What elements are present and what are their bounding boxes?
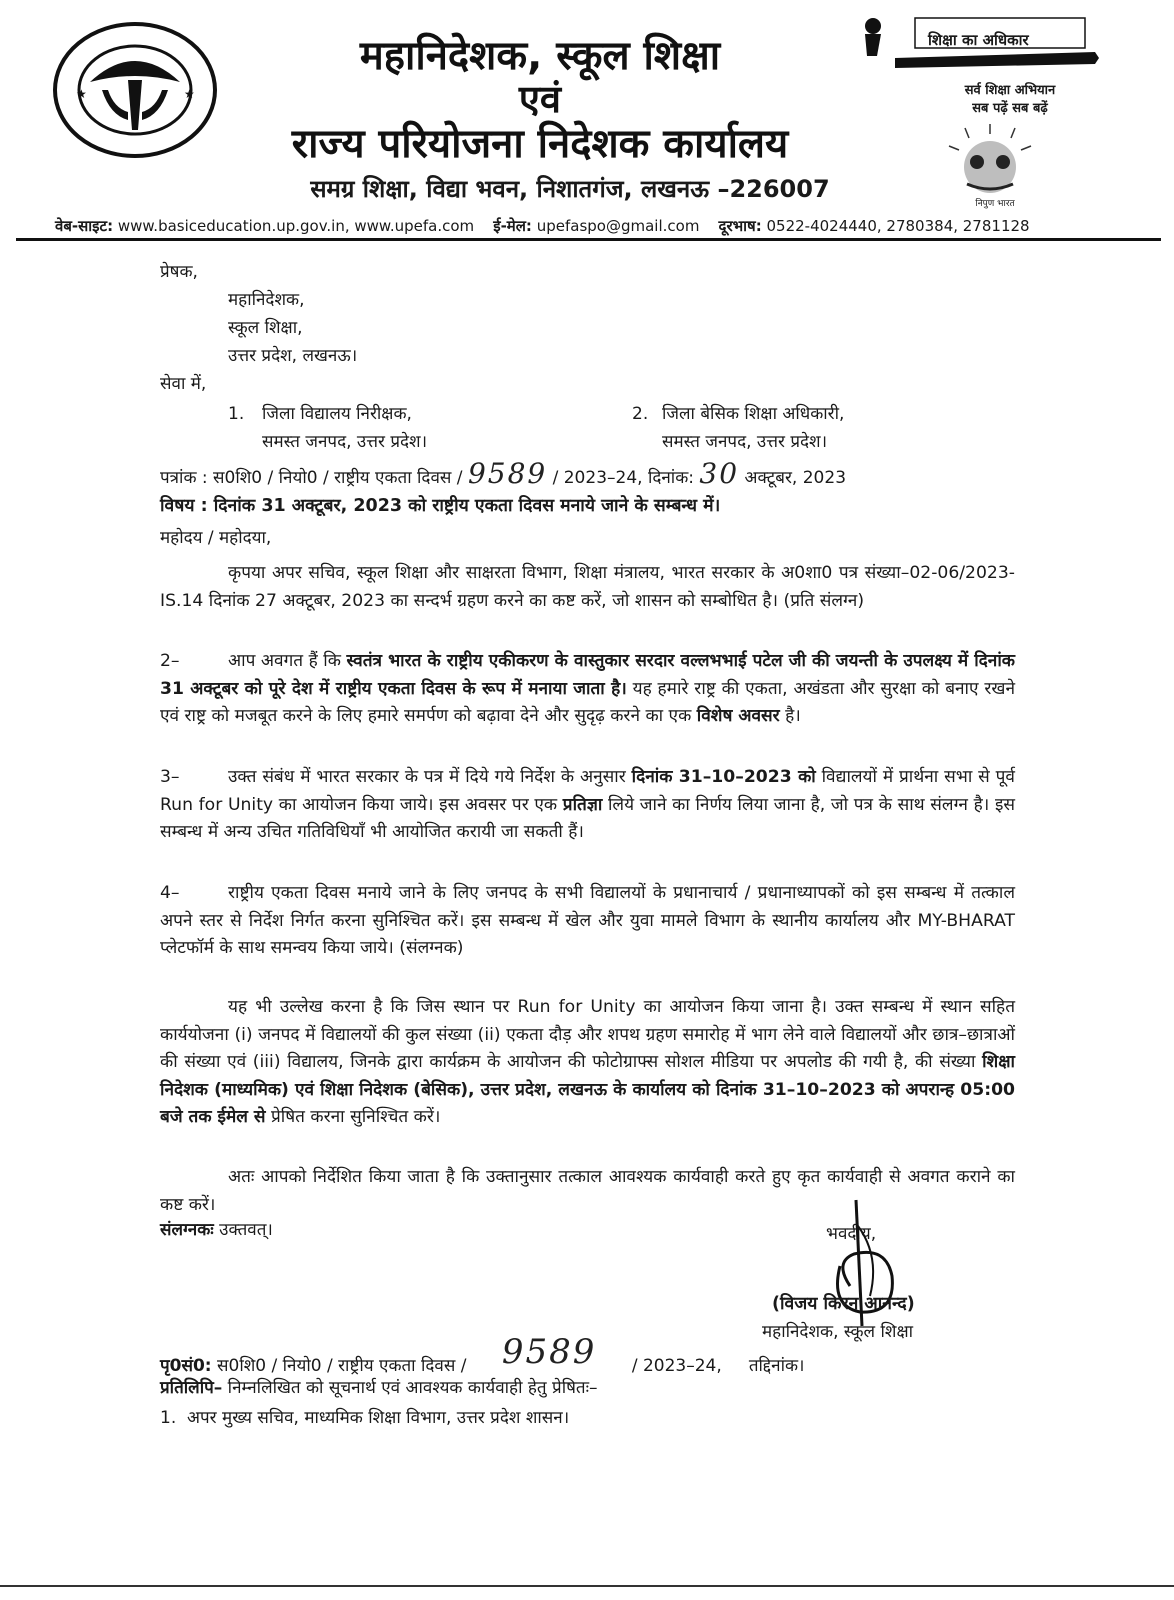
sender-label: प्रेषक, [160,262,198,282]
reference-handwritten-day: 30 [699,457,740,490]
endorsement-suffix: / 2023–24, [631,1356,722,1376]
salutation: महोदय / महोदया, [160,528,272,548]
paragraph-2-number: 2– [160,651,180,671]
sender-line2: स्कूल शिक्षा, [228,318,303,338]
website-value: www.basiceducation.up.gov.in, www.upefa.com [117,217,475,235]
paragraph-2-text-b: यह हमारे राष्ट्र की एकता, अखंडता और सुरक्षा को बनाए रखने एवं राष्ट्र को मजबूत करने के लिए हमारे समर्पण को बढ़ावा देने और सुदृढ़ करने का एक [160,678,1015,726]
enclosure-line [160,1216,273,1244]
enclosure-value: उक्तवत्। [219,1220,273,1240]
recipient-label: सेवा में, [160,374,207,394]
header-title-line3: राज्य परियोजना निदेशक कार्यालय [291,121,789,167]
subject-line: विषय : दिनांक 31 अक्टूबर, 2023 को राष्ट्रीय एकता दिवस मनाये जाने के सम्बन्ध में। [160,496,721,516]
signatory-designation: महानिदेशक, स्कूल शिक्षा [762,1322,914,1342]
header-divider [16,238,1161,241]
paragraph-3-bold: दिनांक 31–10–2023 को [631,767,816,787]
reference-mid: / 2023–24, दिनांक: [552,468,694,488]
reference-suffix: अक्टूबर, 2023 [744,468,847,488]
paragraph-4 [160,880,1015,963]
svg-text:★: ★ [76,87,87,101]
paragraph-2-bold-2: विशेष अवसर [696,706,780,726]
paragraph-5-text-b: प्रेषित करना सुनिश्चित करें। [270,1107,441,1127]
ssa-tagline: सब पढ़ें सब बढ़ें [972,101,1048,116]
closing: भवदीय, [826,1224,877,1244]
recipient1-number: 1. [228,404,245,424]
reference-handwritten-number: 9589 [467,457,548,490]
paragraph-1: कृपया अपर सचिव, स्कूल शिक्षा और साक्षरता विभाग, शिक्षा मंत्रालय, भारत सरकार के अ0शा0 पत्र संख्या–02-06/2023-IS.14 दिनांक 27 अक्टूबर, 2023 का सन्दर्भ ग्रहण करने का कष्ट करें, जो शासन को सम्बोधित है। (प्रति संलग्न) [160,563,1015,611]
up-government-emblem [50,20,220,160]
enclosure-label: संलग्नकः [160,1220,214,1240]
paragraph-2-text-a: आप अवगत हैं कि [228,651,341,671]
copy-line [160,1374,598,1402]
paragraph-3-text-c: लिये जाने का निर्णय लिया जाना है, जो पत्र के साथ संलग्न है। इस सम्बन्ध में अन्य उचित गतिविधियाँ भी आयोजित करायी जा सकती हैं। [160,794,1016,842]
paragraph-2 [160,648,1015,731]
website-label: वेब-साइट: [55,217,114,235]
paragraph-3 [160,764,1015,847]
endorsement-prefix-label: पृ0सं0: [160,1356,212,1376]
copy-text: निम्नलिखित को सूचनार्थ एवं आवश्यक कार्यवाही हेतु प्रेषितः– [227,1378,598,1398]
header-address: समग्र शिक्षा, विद्या भवन, निशातगंज, लखनऊ –226007 [310,175,830,203]
endorsement-prefix: स0शि0 / नियो0 / राष्ट्रीय एकता दिवस / [217,1356,467,1376]
reference-prefix: पत्रांक : स0शि0 / नियो0 / राष्ट्रीय एकता दिवस / [160,468,463,488]
paragraph-2-bold: स्वतंत्र भारत के राष्ट्रीय एकीकरण के वास्तुकार सरदार वल्लभभाई पटेल जी की जयन्ती के उपलक्ष्य में दिनांक 31 अक्टूबर को पूरे देश में राष्ट्रीय एकता दिवस के रूप में मनाया जाता है। [160,651,1015,699]
svg-text:★: ★ [184,87,195,101]
sender-line1: महानिदेशक, [228,290,305,310]
recipient1-line1: जिला विद्यालय निरीक्षक, [262,404,412,424]
ssa-label: सर्व शिक्षा अभियान [964,83,1056,98]
phone-value: 0522-4024440, 2780384, 2781128 [766,217,1030,235]
paragraph-4-text: राष्ट्रीय एकता दिवस मनाये जाने के लिए जनपद के सभी विद्यालयों के प्रधानाचार्य / प्रधानाध्यापकों को इस सम्बन्ध में तत्काल अपने स्तर से निर्देश निर्गत करना सुनिश्चित करें। इस सम्बन्ध में खेल और युवा मामले विभाग के स्थानीय कार्यालय और MY-BHARAT प्लेटफॉर्म के साथ समन्वय किया जाये। (संलग्नक) [160,883,1015,958]
recipient2-line2: समस्त जनपद, उत्तर प्रदेश। [662,432,828,452]
recipient1-line2: समस्त जनपद, उत्तर प्रदेश। [262,432,428,452]
page-bottom-line [0,1585,1174,1587]
email-value: upefaspo@gmail.com [536,217,700,235]
paragraph-3-number: 3– [160,767,180,787]
paragraph-6: अतः आपको निर्देशित किया जाता है कि उक्तानुसार तत्काल आवश्यक कार्यवाही करते हुए कृत कार्यवाही से अवगत कराने का कष्ट करें। [160,1167,1015,1215]
signatory-name: (विजय किरन आनन्द) [772,1294,915,1314]
email-label: ई-मेल: [493,217,532,235]
paragraph-5-bold: शिक्षा निदेशक (माध्यमिक) एवं शिक्षा निदेशक (बेसिक), उत्तर प्रदेश, लखनऊ के कार्यालय को दिनांक 31–10–2023 को अपरान्ह 05:00 बजे तक ईमेल से [160,1052,1015,1127]
paragraph-3-bold-2: प्रतिज्ञा [562,794,603,815]
paragraph-5 [160,994,1015,1132]
paragraph-2-text-c: है। [785,706,801,726]
paragraph-5-text-a: यह भी उल्लेख करना है कि जिस स्थान पर Run for Unity का आयोजन किया जाना है। उक्त सम्बन्ध में स्थान सहित कार्ययोजना (i) जनपद में विद्यालयों की कुल संख्या (ii) एकता दौड़ और शपथ ग्रहण समारोह में भाग लेने वाले विद्यालयों और छात्र–छात्राओं की संख्या एवं (iii) विद्यालय, जिनके द्वारा कार्यक्रम के आयोजन की फोटोग्राफ्स सोशल मीडिया पर अपलोड की गयी है, की संख्या [160,997,1015,1072]
endorsement-handwritten-number: 9589 [501,1332,597,1372]
reference-line [160,457,847,492]
header-title-line1: महानिदेशक, स्कूल शिक्षा [359,33,721,79]
endorsement-date: तद्दिनांक। [748,1356,805,1376]
copy-label: प्रतिलिपि– [160,1378,223,1398]
paragraph-3-text-a: उक्त संबंध में भारत सरकार के पत्र में दिये गये निर्देश के अनुसार [228,767,626,787]
recipient2-number: 2. [632,404,649,424]
sender-line3: उत्तर प्रदेश, लखनऊ। [228,346,358,366]
phone-label: दूरभाष: [718,217,762,235]
copy-item-1: 1. अपर मुख्य सचिव, माध्यमिक शिक्षा विभाग, उत्तर प्रदेश शासन। [160,1408,570,1428]
paragraph-4-number: 4– [160,883,180,903]
contact-line [55,216,1115,236]
rte-label: शिक्षा का अधिकार [928,31,1029,49]
nipun-bharat-label: निपुण भारत [975,199,1015,209]
paragraph-3-text-b: विद्यालयों में प्रार्थना सभा से पूर्व Run for Unity का आयोजन किया जाये। इस अवसर पर एक [160,767,1015,815]
header-title-line2: एवं [518,77,562,121]
recipient2-line1: जिला बेसिक शिक्षा अधिकारी, [662,404,845,424]
